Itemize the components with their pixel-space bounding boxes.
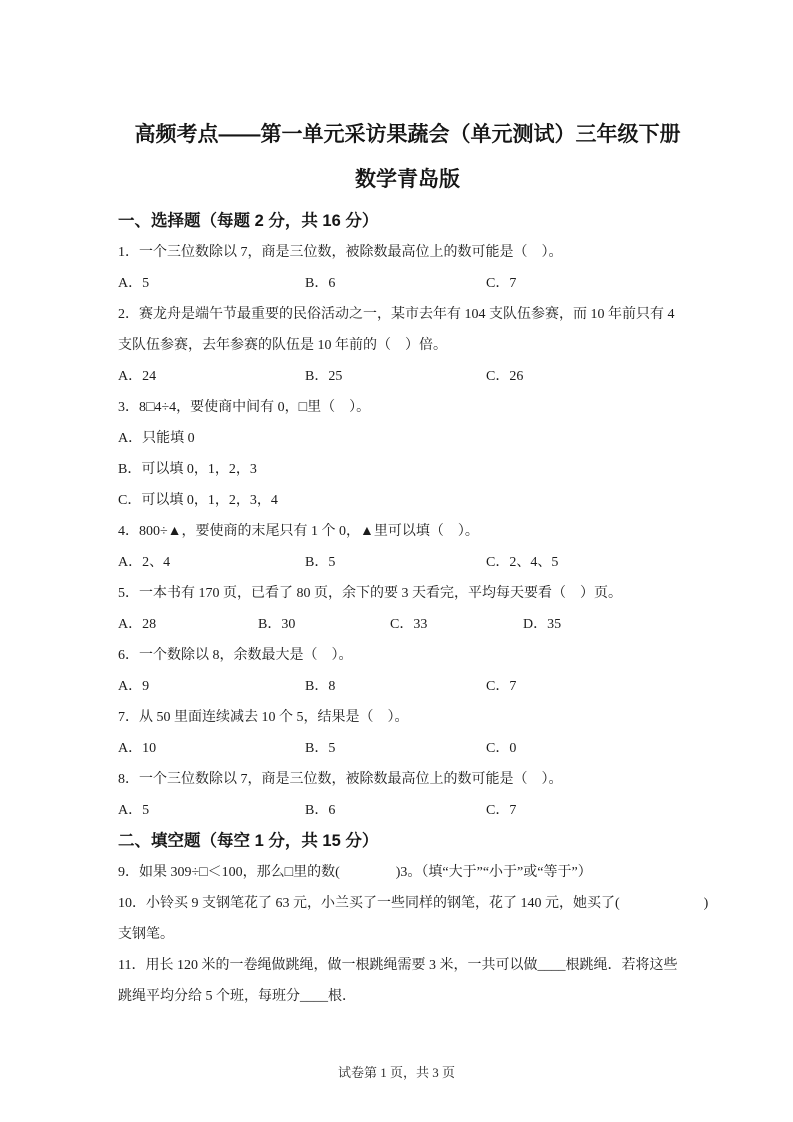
option-a: A．28 [118, 617, 157, 632]
question-11-text-line-1: 11．用长 120 米的一卷绳做跳绳，做一根跳绳需要 3 米，一共可以做____根跳绳．若将这些 [118, 958, 678, 973]
option-c: C．26 [486, 369, 524, 384]
option-b: B．5 [305, 741, 336, 756]
question-2-text-line-2: 支队伍参赛，去年参赛的队伍是 10 年前的（ ）倍。 [118, 338, 447, 353]
question-3-text: 3．8□4÷4，要使商中间有 0，□里（ ）。 [118, 400, 371, 415]
option-c: C．0 [486, 741, 517, 756]
question-3-option-c: C．可以填 0，1，2，3，4 [118, 493, 278, 508]
question-10-text-line-1: 10．小铃买 9 支钢笔花了 63 元，小兰买了一些同样的钢笔，花了 140 元，她买了( ) [118, 896, 709, 911]
option-b: B．6 [305, 276, 336, 291]
question-2-text-line-1: 2．赛龙舟是端午节最重要的民俗活动之一，某市去年有 104 支队伍参赛，而 10 年前只有 4 [118, 307, 675, 322]
question-1-options [118, 268, 697, 299]
option-c: C．33 [390, 617, 428, 632]
option-b: B．25 [305, 369, 343, 384]
option-a: A．24 [118, 369, 157, 384]
option-b: B．30 [258, 617, 296, 632]
option-a: A．2、4 [118, 555, 171, 570]
question-6-options [118, 671, 697, 702]
page-content [0, 112, 793, 1012]
question-10-text-line-2: 支钢笔。 [118, 927, 174, 942]
option-d: D．35 [523, 617, 562, 632]
option-c: C．7 [486, 803, 517, 818]
question-7-text: 7．从 50 里面连续减去 10 个 5，结果是（ ）。 [118, 710, 409, 725]
question-8-options [118, 795, 697, 826]
option-b: B．8 [305, 679, 336, 694]
option-b: B．5 [305, 555, 336, 570]
question-8-text: 8．一个三位数除以 7，商是三位数，被除数最高位上的数可能是（ ）。 [118, 772, 563, 787]
question-7-options [118, 733, 697, 764]
question-11-text-line-2: 跳绳平均分给 5 个班，每班分____根． [118, 989, 356, 1004]
page-title [118, 112, 697, 202]
question-2-options [118, 361, 697, 392]
question-9-text: 9．如果 309÷□＜100，那么□里的数( )3。（填“大于”“小于”或“等于”） [118, 865, 592, 880]
section-2-heading: 二、填空题（每空 1 分，共 15 分） [118, 832, 379, 850]
section-1-heading: 一、选择题（每题 2 分，共 16 分） [118, 212, 379, 230]
question-5-text: 5．一本书有 170 页，已看了 80 页，余下的要 3 天看完，平均每天要看（ ）页。 [118, 586, 622, 601]
option-a: A．9 [118, 679, 150, 694]
page-footer: 试卷第 1 页，共 3 页 [337, 1065, 455, 1080]
question-3-option-a: A．只能填 0 [118, 431, 195, 446]
option-c: C．2、4、5 [486, 555, 559, 570]
option-c: C．7 [486, 679, 517, 694]
option-a: A．10 [118, 741, 157, 756]
option-c: C．7 [486, 276, 517, 291]
option-b: B．6 [305, 803, 336, 818]
question-6-text: 6．一个数除以 8，余数最大是（ ）。 [118, 648, 353, 663]
question-1-text: 1．一个三位数除以 7，商是三位数，被除数最高位上的数可能是（ ）。 [118, 245, 563, 260]
title-line-1: 高频考点——第一单元采访果蔬会（单元测试）三年级下册 [134, 123, 681, 146]
option-a: A．5 [118, 276, 150, 291]
question-4-text: 4．800÷▲，要使商的末尾只有 1 个 0，▲里可以填（ ）。 [118, 524, 479, 539]
option-a: A．5 [118, 803, 150, 818]
question-5-options [118, 609, 697, 640]
question-4-options [118, 547, 697, 578]
title-line-2: 数学青岛版 [355, 168, 460, 191]
question-3-option-b: B．可以填 0，1，2，3 [118, 462, 257, 477]
